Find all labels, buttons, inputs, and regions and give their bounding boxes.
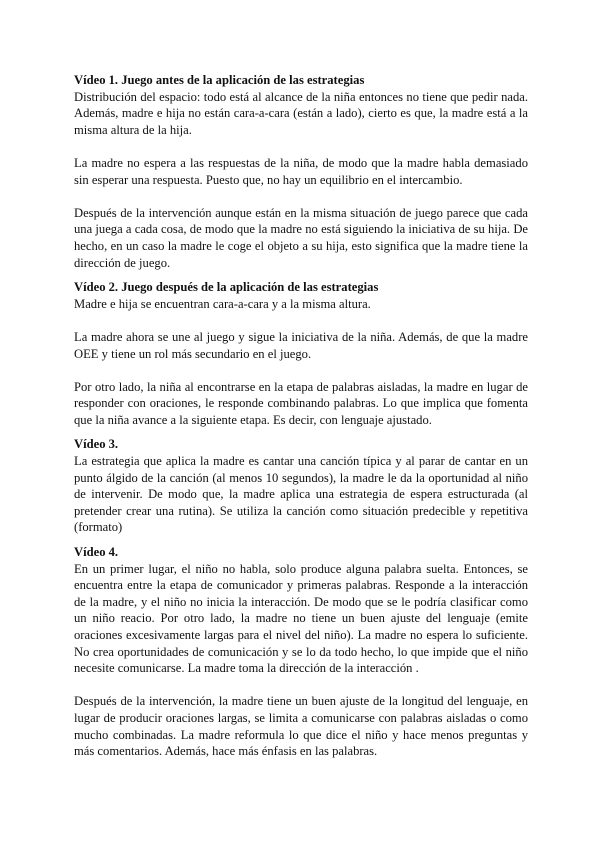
paragraph: Distribución del espacio: todo está al alcance de la niña entonces no tiene que pedir nada. Además, madre e hija no están cara-a-cara (están a lado), cierto es que, la madre está a la misma altura de la hija. xyxy=(74,89,528,137)
paragraph: Madre e hija se encuentran cara-a-cara y a la misma altura. xyxy=(74,296,371,311)
paragraph: Por otro lado, la niña al encontrarse en la etapa de palabras aisladas, la madre en lugar de responder con oraciones, le responde combinando palabras. Lo que implica que fomenta que la niña avance a la siguiente etapa. Es decir, con lenguaje ajustado. xyxy=(74,379,528,427)
document-page xyxy=(74,72,528,768)
section-video-1 xyxy=(74,72,528,271)
section-heading: Vídeo 4. xyxy=(74,545,119,560)
paragraph: La madre ahora se une al juego y sigue la iniciativa de la niña. Además, de que la madre OEE y tiene un rol más secundario en el juego. xyxy=(74,329,528,361)
paragraph: La madre no espera a las respuestas de la niña, de modo que la madre habla demasiado sin esperar una respuesta. Puesto que, no hay un equilibrio en el intercambio. xyxy=(74,155,528,187)
paragraph: Después de la intervención, la madre tiene un buen ajuste de la longitud del lenguaje, en lugar de producir oraciones largas, se limita a comunicarse con palabras aisladas o como mucho combinadas. La madre reformula lo que dice el niño y hace menos preguntas y más comentarios. Además, hace más énfasis en las palabras. xyxy=(74,694,528,759)
paragraph: En un primer lugar, el niño no habla, solo produce alguna palabra suelta. Entonces, se encuentra entre la etapa de comunicador y primeras palabras. Responde a la interacción de la madre, y el niño no inicia la interacción. De modo que se le podría clasificar como un niño reacio. Por otro lado, la madre no tiene un buen ajuste del lenguaje (emite oraciones excesivamente largas para el nivel del niño). La madre no espera lo suficiente. No crea oportunidades de comunicación y se lo da todo hecho, lo que impide que el niño necesite comunicarse. La madre toma la dirección de la interacción . xyxy=(74,561,528,676)
paragraph: La estrategia que aplica la madre es cantar una canción típica y al parar de cantar en un punto álgido de la canción (al menos 10 segundos), la madre le da la oportunidad al niño de intervenir. De modo que, la madre aplica una estrategia de espera estructurada (al pretender crear una rutina). Se utiliza la canción como situación predecible y repetitiva (formato) xyxy=(74,454,528,535)
section-heading: Vídeo 1. Juego antes de la aplicación de las estrategias xyxy=(74,73,365,87)
section-heading: Vídeo 2. Juego después de la aplicación de las estrategias xyxy=(74,280,379,295)
section-heading: Vídeo 3. xyxy=(74,437,119,452)
paragraph: Después de la intervención aunque están en la misma situación de juego parece que cada una juega a cada cosa, de modo que la madre no está siguiendo la iniciativa de su hija. De hecho, en un caso la madre le coge el objeto a su hija, esto significa que la madre tiene la dirección de juego. xyxy=(74,205,528,270)
section-video-3 xyxy=(74,436,528,536)
section-video-4 xyxy=(74,544,528,760)
section-video-2 xyxy=(74,279,528,428)
